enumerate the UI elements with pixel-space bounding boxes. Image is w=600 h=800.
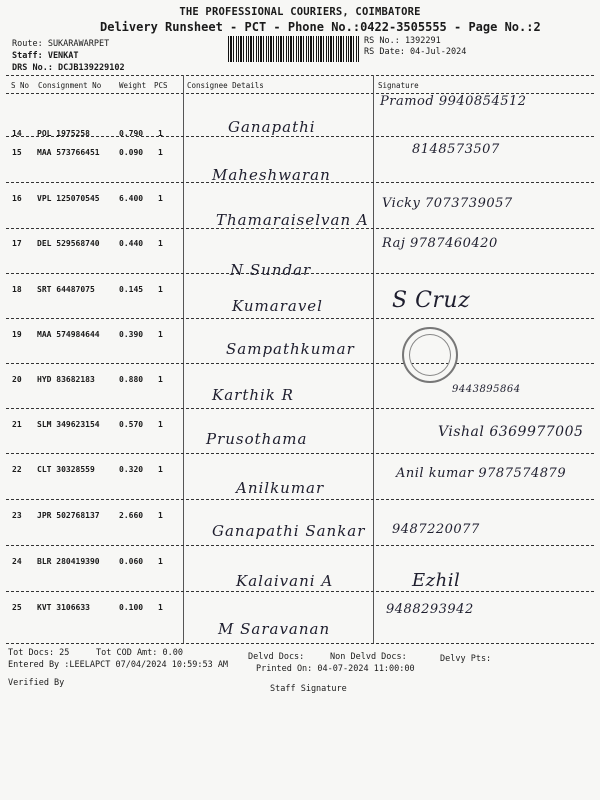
consignment-number: HYD 83682183	[37, 375, 95, 384]
handwritten-consignee: Prusothama	[206, 430, 308, 448]
serial-number: 21	[12, 420, 22, 429]
col-head-pcs: PCS	[154, 81, 168, 90]
handwritten-consignee: Thamaraiselvan A	[216, 211, 369, 229]
col-head-signature: Signature	[378, 81, 419, 90]
weight-value: 0.790	[119, 129, 144, 138]
row-rule	[6, 499, 594, 500]
weight-value: 0.880	[119, 375, 144, 384]
serial-number: 15	[12, 148, 22, 157]
weight-value: 0.570	[119, 420, 144, 429]
handwritten-signature: Vicky 7073739057	[382, 196, 513, 211]
pieces-count: 1	[158, 420, 163, 429]
handwritten-consignee: Ganapathi Sankar	[212, 522, 366, 540]
consignment-number: SLM 349623154	[37, 420, 100, 429]
serial-number: 16	[12, 194, 22, 203]
serial-number: 19	[12, 330, 22, 339]
weight-value: 0.090	[119, 148, 144, 157]
total-cod-amount: Tot COD Amt: 0.00	[96, 648, 183, 658]
weight-value: 0.145	[119, 285, 144, 294]
weight-value: 0.320	[119, 465, 144, 474]
handwritten-signature: S Cruz	[392, 288, 471, 313]
handwritten-consignee: Anilkumar	[236, 479, 325, 497]
handwritten-signature: Ezhil	[412, 570, 461, 591]
consignment-number: DEL 529568740	[37, 239, 100, 248]
non-delivered-docs: Non Delvd Docs:	[330, 652, 407, 662]
row-rule	[6, 136, 594, 137]
receiver-stamp	[402, 327, 458, 383]
total-docs: Tot Docs: 25	[8, 648, 70, 658]
pieces-count: 1	[158, 465, 163, 474]
consignment-number: SRT 64487075	[37, 285, 95, 294]
pieces-count: 1	[158, 239, 163, 248]
pieces-count: 1	[158, 148, 163, 157]
consignment-number: VPL 125070545	[37, 194, 100, 203]
consignment-number: MAA 574984644	[37, 330, 100, 339]
handwritten-signature: 9487220077	[392, 522, 480, 537]
pieces-count: 1	[158, 557, 163, 566]
serial-number: 24	[12, 557, 22, 566]
delivered-docs: Delvd Docs:	[248, 652, 305, 662]
weight-value: 2.660	[119, 511, 144, 520]
serial-number: 14	[12, 129, 22, 138]
pieces-count: 1	[158, 511, 163, 520]
handwritten-consignee: Kalaivani A	[236, 572, 334, 590]
verified-by-label: Verified By	[8, 678, 65, 688]
handwritten-signature: Pramod 9940854512	[380, 94, 527, 109]
rs-date: RS Date: 04-Jul-2024	[364, 47, 467, 57]
page-subtitle: Delivery Runsheet - PCT - Phone No.:0422-3505555 - Page No.:2	[100, 20, 541, 34]
staff-label: Staff: VENKAT	[12, 51, 79, 61]
drs-number: DRS No.: DCJB139229102	[12, 63, 125, 73]
pieces-count: 1	[158, 330, 163, 339]
consignment-number: CLT 30328559	[37, 465, 95, 474]
row-rule	[6, 453, 594, 454]
serial-number: 20	[12, 375, 22, 384]
row-rule	[6, 363, 594, 364]
consignment-number: POL 1975258	[37, 129, 90, 138]
handwritten-consignee: M Saravanan	[218, 620, 331, 638]
handwritten-signature: Vishal 6369977005	[438, 424, 584, 440]
rs-number: RS No.: 1392291	[364, 36, 441, 46]
row-rule	[6, 591, 594, 592]
handwritten-consignee: Maheshwaran	[212, 166, 331, 184]
handwritten-signature: 9443895864	[452, 384, 521, 395]
serial-number: 23	[12, 511, 22, 520]
route-label: Route: SUKARAWARPET	[12, 39, 110, 49]
weight-value: 0.100	[119, 603, 144, 612]
row-rule	[6, 318, 594, 319]
row-rule	[6, 545, 594, 546]
handwritten-consignee: Karthik R	[212, 386, 294, 404]
pieces-count: 1	[158, 375, 163, 384]
pieces-count: 1	[158, 194, 163, 203]
pieces-count: 1	[158, 285, 163, 294]
handwritten-signature: Anil kumar 9787574879	[396, 466, 567, 481]
serial-number: 17	[12, 239, 22, 248]
entered-by: Entered By :LEELAPCT 07/04/2024 10:59:53 AM	[8, 660, 229, 670]
staff-signature-label: Staff Signature	[270, 684, 347, 694]
handwritten-consignee: N Sundar	[230, 261, 312, 279]
table-top-rule	[6, 75, 594, 76]
barcode	[228, 36, 360, 62]
printed-on: Printed On: 04-07-2024 11:00:00	[256, 664, 415, 674]
handwritten-signature: 9488293942	[386, 602, 474, 617]
serial-number: 18	[12, 285, 22, 294]
consignment-number: BLR 280419390	[37, 557, 100, 566]
weight-value: 6.400	[119, 194, 144, 203]
weight-value: 0.440	[119, 239, 144, 248]
handwritten-consignee: Ganapathi	[228, 118, 316, 136]
handwritten-signature: Raj 9787460420	[382, 236, 498, 251]
row-rule	[6, 408, 594, 409]
table-bottom-rule	[6, 643, 594, 644]
delivery-points: Delvy Pts:	[440, 654, 492, 664]
pieces-count: 1	[158, 129, 163, 138]
col-head-weight: Weight	[119, 81, 147, 90]
serial-number: 22	[12, 465, 22, 474]
page-title: THE PROFESSIONAL COURIERS, COIMBATORE	[179, 6, 421, 18]
handwritten-consignee: Kumaravel	[232, 297, 323, 315]
col-head-consignee: Consignee Details	[187, 81, 264, 90]
serial-number: 25	[12, 603, 22, 612]
weight-value: 0.390	[119, 330, 144, 339]
col-head-sno: S No	[11, 81, 30, 90]
handwritten-consignee: Sampathkumar	[226, 340, 355, 358]
consignment-number: MAA 573766451	[37, 148, 100, 157]
consignment-number: JPR 502768137	[37, 511, 100, 520]
consignment-number: KVT 3106633	[37, 603, 90, 612]
pieces-count: 1	[158, 603, 163, 612]
weight-value: 0.060	[119, 557, 144, 566]
col-head-consignment: Consignment No	[38, 81, 102, 90]
handwritten-signature: 8148573507	[412, 142, 500, 157]
